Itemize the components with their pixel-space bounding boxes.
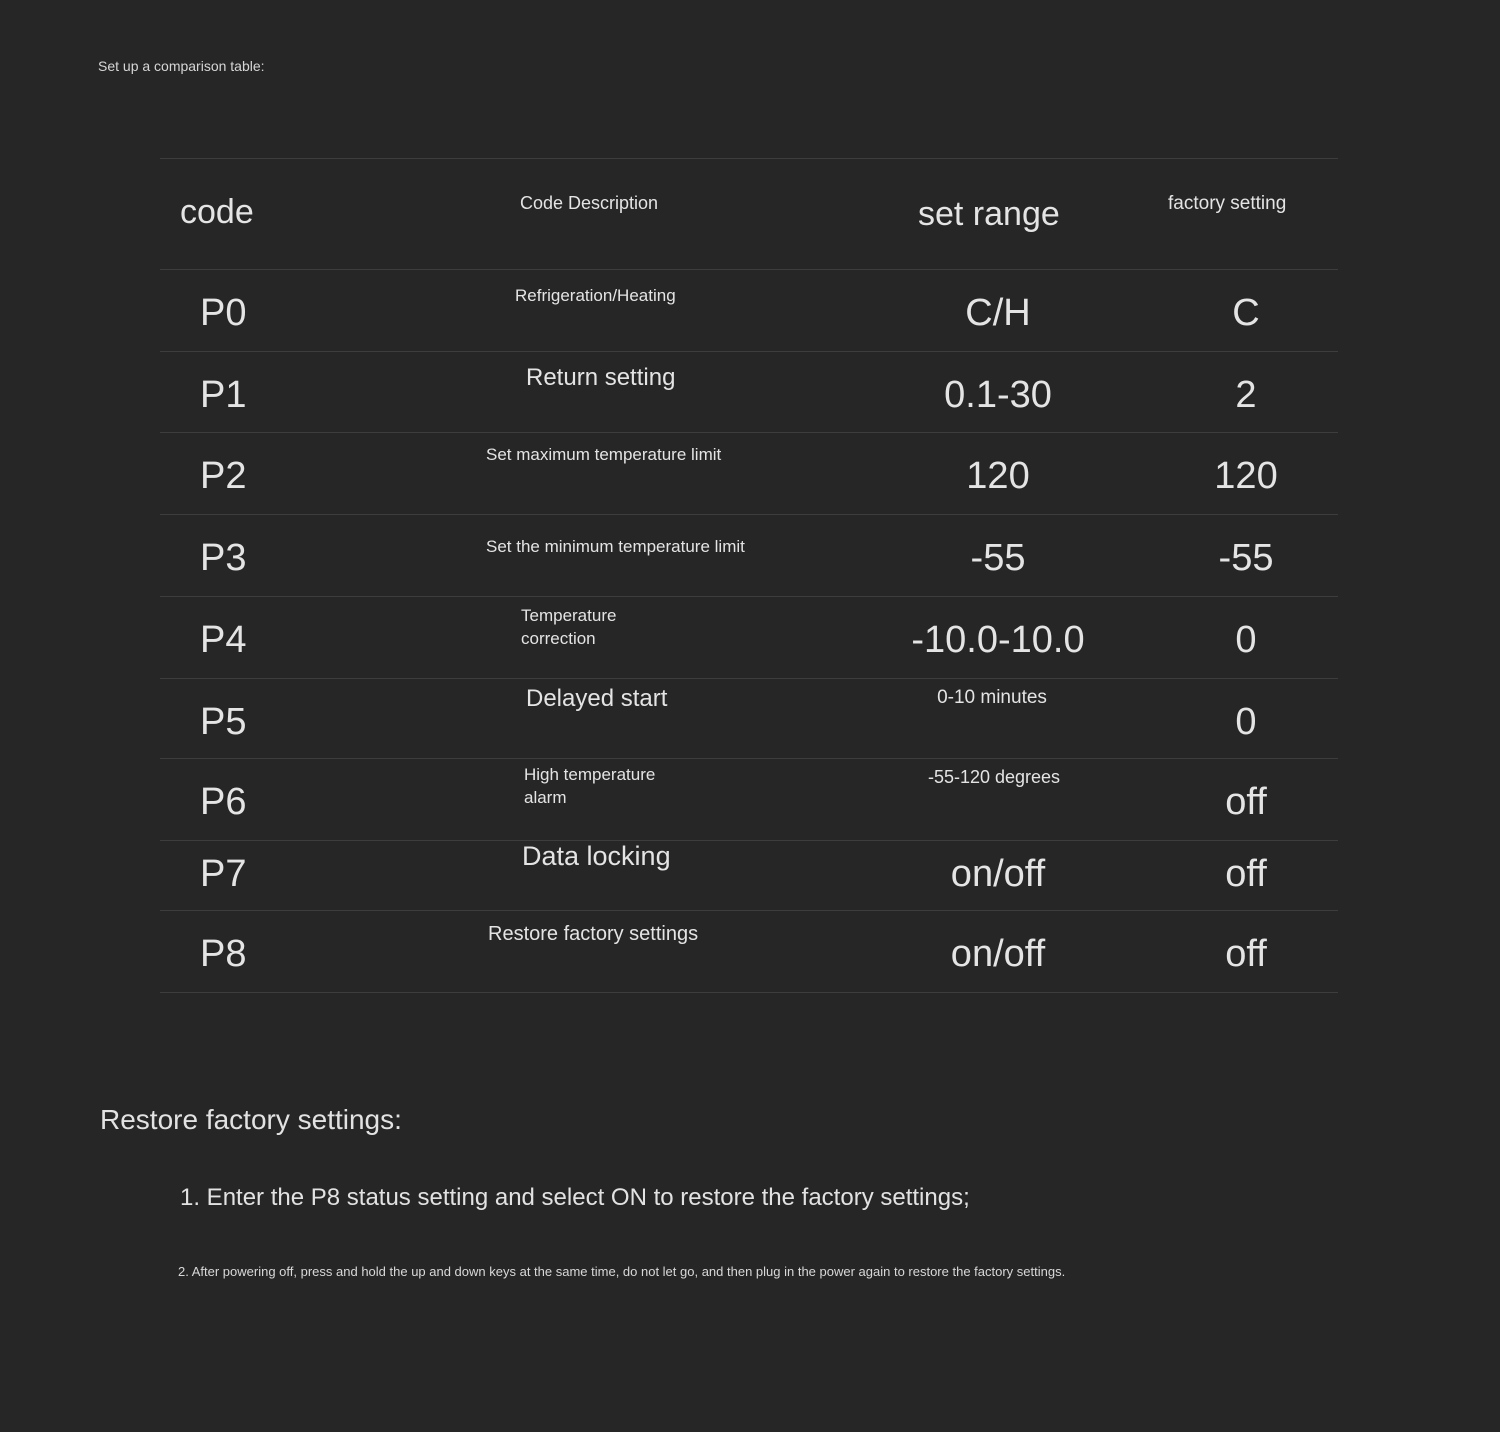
row-code: P6 <box>200 781 247 823</box>
row-set-range: -10.0-10.0 <box>911 619 1085 661</box>
table-row <box>160 758 1338 840</box>
row-set-range: on/off <box>950 933 1046 975</box>
row-code: P2 <box>200 455 247 497</box>
row-description: Data locking <box>522 841 671 871</box>
row-factory-setting: 120 <box>1214 455 1278 497</box>
row-description: Restore factory settings <box>488 923 699 945</box>
header-code: code <box>180 193 254 231</box>
header-set-range: set range <box>918 195 1060 233</box>
row-set-range: -55-120 degrees <box>927 767 1061 787</box>
row-description: Delayed start <box>526 685 668 712</box>
comparison-table <box>160 158 1338 993</box>
row-code: P7 <box>200 853 247 895</box>
row-factory-setting: off <box>1225 933 1267 975</box>
row-set-range: C/H <box>965 292 1031 334</box>
table-row <box>160 432 1338 514</box>
row-factory-setting: C <box>1232 292 1260 334</box>
row-set-range: 0-10 minutes <box>937 687 1047 708</box>
row-factory-setting: off <box>1225 781 1267 823</box>
row-code: P4 <box>200 619 247 661</box>
table-header-row <box>160 158 1338 269</box>
table-row <box>160 910 1338 993</box>
row-code: P5 <box>200 701 247 743</box>
row-set-range: 120 <box>966 455 1030 497</box>
table-row <box>160 351 1338 432</box>
row-factory-setting: 0 <box>1235 701 1257 743</box>
row-set-range: 0.1-30 <box>944 374 1052 416</box>
row-description: Set the minimum temperature limit <box>486 537 745 556</box>
restore-section-title: Restore factory settings: <box>100 1104 402 1135</box>
table-row <box>160 269 1338 351</box>
row-description: Refrigeration/Heating <box>515 286 676 305</box>
row-factory-setting: 0 <box>1235 619 1257 661</box>
table-row <box>160 514 1338 596</box>
row-set-range: -55 <box>970 537 1026 579</box>
row-factory-setting: 2 <box>1235 374 1257 416</box>
row-description: High temperature alarm <box>524 765 656 807</box>
row-description: Set maximum temperature limit <box>486 445 722 464</box>
row-description: Return setting <box>526 364 676 391</box>
row-code: P3 <box>200 537 247 579</box>
restore-step-2: 2. After powering off, press and hold the up and down keys at the same time, do not let go, and then plug in the power again to restore the factory settings. <box>178 1264 1066 1279</box>
table-row <box>160 678 1338 758</box>
table-row <box>160 596 1338 678</box>
row-factory-setting: off <box>1225 853 1267 895</box>
row-code: P1 <box>200 374 247 416</box>
intro-text: Set up a comparison table: <box>98 58 265 74</box>
row-code: P8 <box>200 933 247 975</box>
row-code: P0 <box>200 292 247 334</box>
header-factory-setting: factory setting <box>1168 193 1287 214</box>
header-description: Code Description <box>520 193 659 213</box>
restore-step-1: 1. Enter the P8 status setting and select ON to restore the factory settings; <box>180 1184 970 1211</box>
row-description: Temperature correction <box>521 606 617 648</box>
table-row <box>160 840 1338 910</box>
row-factory-setting: -55 <box>1218 537 1274 579</box>
row-set-range: on/off <box>950 853 1046 895</box>
